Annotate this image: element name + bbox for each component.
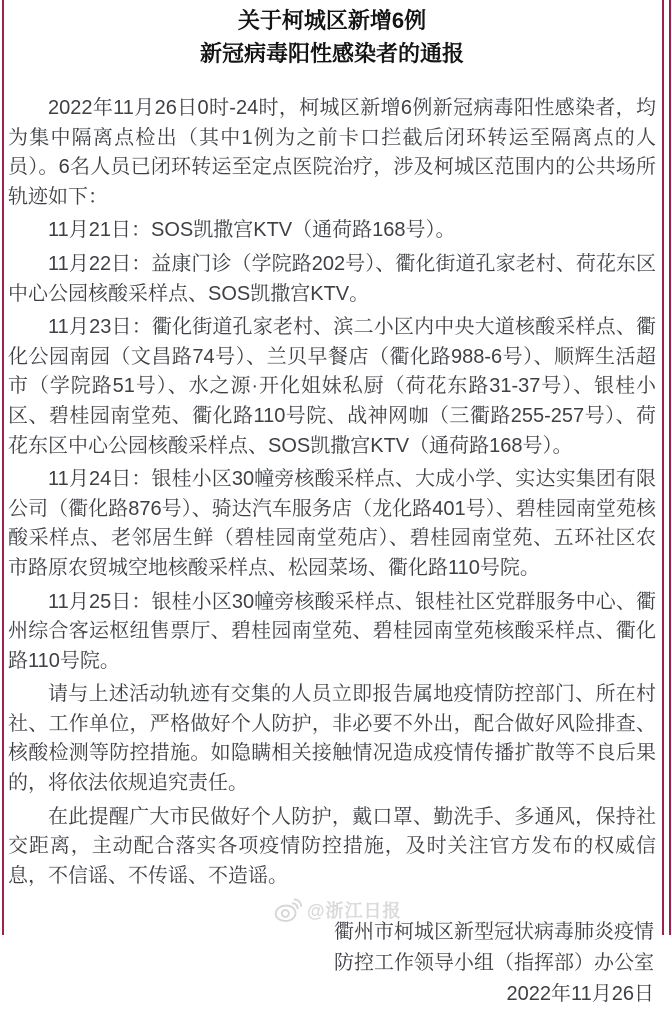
signature-org-line-2: 防控工作领导小组（指挥部）办公室 bbox=[334, 952, 654, 975]
notice-body bbox=[8, 94, 656, 891]
track-paragraph-nov21: 11月21日：SOS凯撒宫KTV（通荷路168号）。 bbox=[48, 219, 456, 242]
signature-date: 2022年11月26日 bbox=[506, 983, 654, 1006]
notice-title-line-2: 新冠病毒阳性感染者的通报 bbox=[199, 41, 464, 66]
track-paragraph-nov23: 11月23日：衢化街道孔家老村、滨二小区内中央大道核酸采样点、衢化公园南园（文昌路74号）、兰贝早餐店（衢化路988-6号）、顺辉生活超市（学院路51号）、水之源·开化姐妹私厨（荷花东路31-37号）、银桂小区、碧桂园南堂苑、衢化路110号院、战神网咖（三衢路255-257号）、荷花东区中心公园核酸采样点、SOS凯撒宫KTV（通荷路168号）。 bbox=[8, 316, 656, 457]
watermark-label: @浙江日报 bbox=[307, 901, 402, 921]
page-border-right-outer bbox=[669, 0, 671, 935]
instruction-paragraph: 请与上述活动轨迹有交集的人员立即报告属地疫情防控部门、所在村社、工作单位，严格做好个人防护，非必要不外出，配合做好风险排查、核酸检测等防控措施。如隐瞒相关接触情况造成疫情传播扩散等不良后果的，将依法依规追究责任。 bbox=[8, 683, 656, 795]
track-paragraph-nov25: 11月25日：银桂小区30幢旁核酸采样点、银桂社区党群服务中心、衢州综合客运枢纽售票厅、碧桂园南堂苑、碧桂园南堂苑核酸采样点、衢化路110号院。 bbox=[8, 590, 656, 672]
signature-org-line-1: 衢州市柯城区新型冠状病毒肺炎疫情 bbox=[334, 921, 654, 944]
notice-title bbox=[8, 4, 656, 70]
reminder-paragraph: 在此提醒广大市民做好个人防护，戴口罩、勤洗手、多通风，保持社交距离，主动配合落实各项疫情防控措施，及时关注官方发布的权威信息，不信谣、不传谣、不造谣。 bbox=[8, 805, 656, 887]
watermark bbox=[274, 897, 402, 923]
weibo-icon bbox=[274, 897, 302, 923]
page-border-right-inner bbox=[662, 0, 664, 935]
notice-title-line-1: 关于柯城区新增6例 bbox=[237, 8, 427, 33]
track-paragraph-nov24: 11月24日：银桂小区30幢旁核酸采样点、大成小学、实达实集团有限公司（衢化路876号）、骑达汽车服务店（龙化路401号）、碧桂园南堂苑核酸采样点、老邻居生鲜（碧桂园南堂苑店）、碧桂园南堂苑、五环社区农市路原农贸城空地核酸采样点、松园菜场、衢化路110号院。 bbox=[8, 468, 656, 579]
track-paragraph-nov22: 11月22日：益康门诊（学院路202号）、衢化街道孔家老村、荷花东区中心公园核酸采样点、SOS凯撒宫KTV。 bbox=[8, 252, 656, 305]
intro-paragraph: 2022年11月26日0时-24时，柯城区新增6例新冠病毒阳性感染者，均为集中隔离点检出（其中1例为之前卡口拦截后闭环转运至隔离点的人员）。6名人员已闭环转运至定点医院治疗，涉及柯城区范围内的公共场所轨迹如下： bbox=[8, 97, 656, 208]
signature-block bbox=[8, 917, 656, 1010]
notice-document bbox=[4, 0, 659, 1010]
